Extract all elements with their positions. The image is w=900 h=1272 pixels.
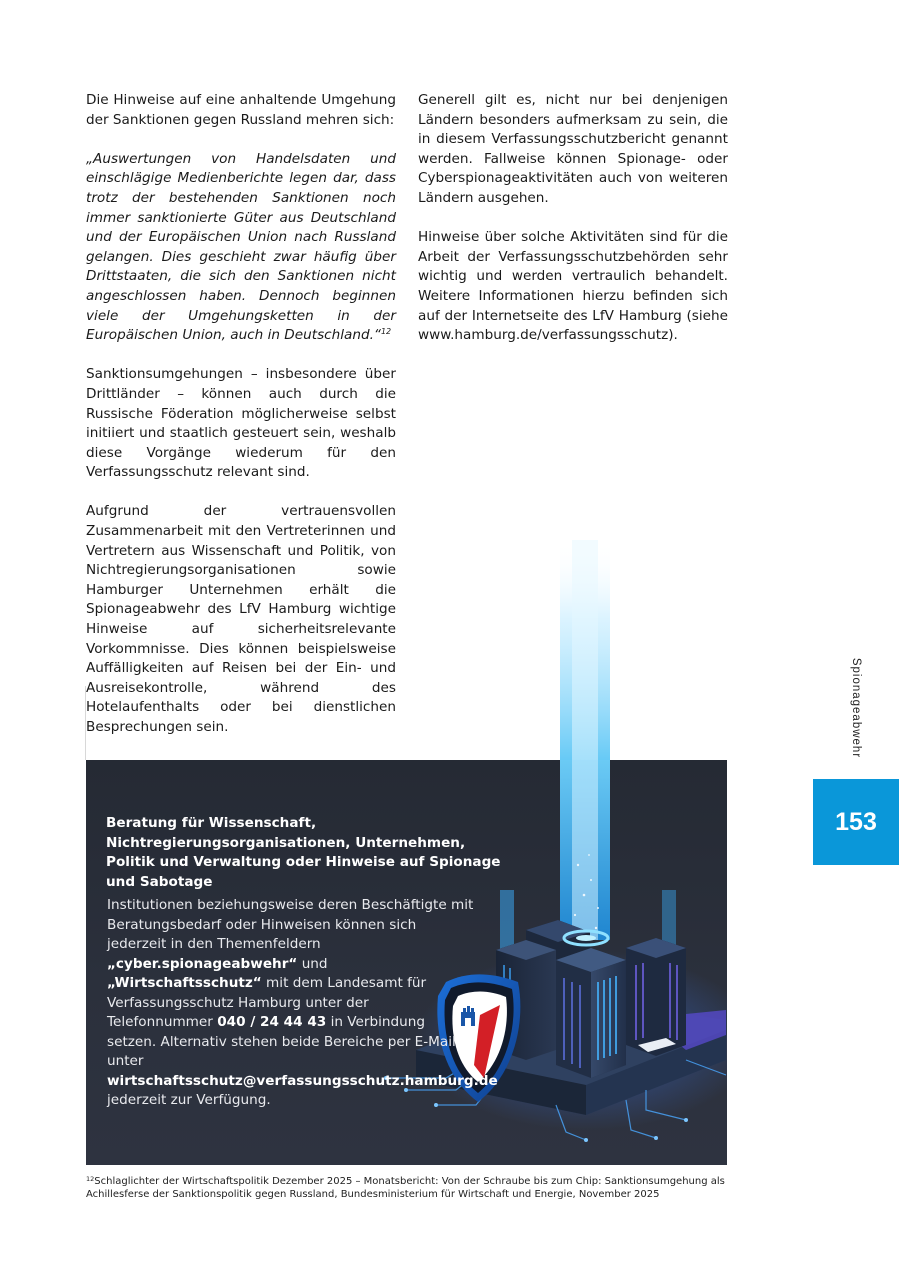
page-number-tab [813, 779, 899, 865]
cooperation-paragraph: Aufgrund der vertrauensvollen Zusammenarbeit mit den Vertreterinnen und Vertretern aus Wissenschaft und Politik, von Nichtregierungsorganisationen sowie Hamburger Unternehmen erhält die Spionageabwehr des LfV Hamburg wichtige Hinweise auf sicherheitsrelevante Vorkommnisse. Dies können beispielsweise Auffälligkeiten auf Reisen bei der Ein- und Ausreisekontrolle, während des Hotelaufenthalts oder bei dienstlichen Besprechungen sein. [86, 503, 396, 735]
info-text-part: und [301, 955, 328, 972]
phone-number: 040 / 24 44 43 [217, 1014, 327, 1030]
intro-paragraph: Die Hinweise auf eine anhaltende Umgehung der Sanktionen gegen Russland mehren sich: [86, 92, 396, 128]
footnote-number: 12 [86, 1175, 95, 1183]
footnote-text: Schlaglichter der Wirtschaftspolitik Dezember 2025 – Monatsbericht: Von der Schraube bis zum Chip: Sanktionsumgehung als Achillesferse der Sanktionspolitik gegen Russland, Bundesministerium für Wirtschaft und Energie, November 2025 [86, 1176, 725, 1200]
email-address[interactable]: wirtschaftsschutz@verfassungsschutz.hamburg.de [107, 1072, 498, 1089]
countries-paragraph: Generell gilt es, nicht nur bei denjenigen Ländern besonders aufmerksam zu sein, die in diesem Verfassungsschutzbericht genannt werden. Fallweise können Spionage- oder Cyberspionageaktivitäten auch von weiteren Ländern ausgehen. [418, 92, 728, 206]
info-text-part: Institutionen beziehungsweise deren Beschäftigte mit Beratungsbedarf oder Hinweisen können sich jederzeit in den Themenfeldern [107, 897, 474, 952]
topic-cyber: „cyber.spionageabwehr“ [107, 955, 298, 972]
light-beam-graphic [540, 540, 630, 762]
info-text-part: in Verbindung setzen. Alternativ stehen beide Bereiche per E-Mail unter [107, 1014, 456, 1069]
sanctions-paragraph: Sanktionsumgehungen – insbesondere über Drittländer – können auch durch die Russische Föderation möglicherweise selbst initiiert und staatlich gesteuert sein, weshalb diese Vorgänge wiederum für den Verfassungsschutz relevant sind. [86, 366, 396, 481]
info-box [86, 760, 727, 1165]
info-text-part: jederzeit zur Verfügung. [107, 1092, 271, 1108]
footnote-reference: 12 [380, 327, 392, 337]
column-divider [85, 686, 86, 760]
right-text-column [418, 91, 728, 365]
left-text-column [86, 91, 396, 757]
footnote [86, 1175, 736, 1201]
quote-paragraph [86, 150, 396, 346]
quote-text: „Auswertungen von Handelsdaten und einschlägige Medienberichte legen dar, dass trotz der bestehenden Sanktionen noch immer sanktionierte Güter aus Deutschland und der Europäischen Union nach Russland gelangen. Dies geschieht zwar häufig über Drittstaaten, die sich den Sanktionen nicht angeschlossen haben. Dennoch beginnen viele der Umgehungsketten in der Europäischen Union, auch in Deutschland.“ [86, 150, 396, 344]
information-paragraph: Hinweise über solche Aktivitäten sind für die Arbeit der Verfassungsschutzbehörden sehr wichtig und werden vertraulich behandelt. Weitere Informationen hierzu befinden sich auf der Internetseite des LfV Hamburg (siehe www.hamburg.de/verfassungsschutz). [418, 229, 728, 344]
section-label: Spionageabwehr [850, 657, 862, 759]
page-number: 153 [835, 807, 877, 836]
info-box-text [107, 896, 498, 1111]
info-text-part: mit dem Landesamt für Verfassungsschutz Hamburg unter der Telefonnummer [107, 975, 427, 1030]
info-box-title: Beratung für Wissenschaft, Nichtregierungsorganisationen, Unternehmen, Politik und Verwaltung oder Hinweise auf Spionage und Sabotage [106, 815, 501, 890]
topic-wirtschaftsschutz: „Wirtschaftsschutz“ [107, 975, 262, 991]
